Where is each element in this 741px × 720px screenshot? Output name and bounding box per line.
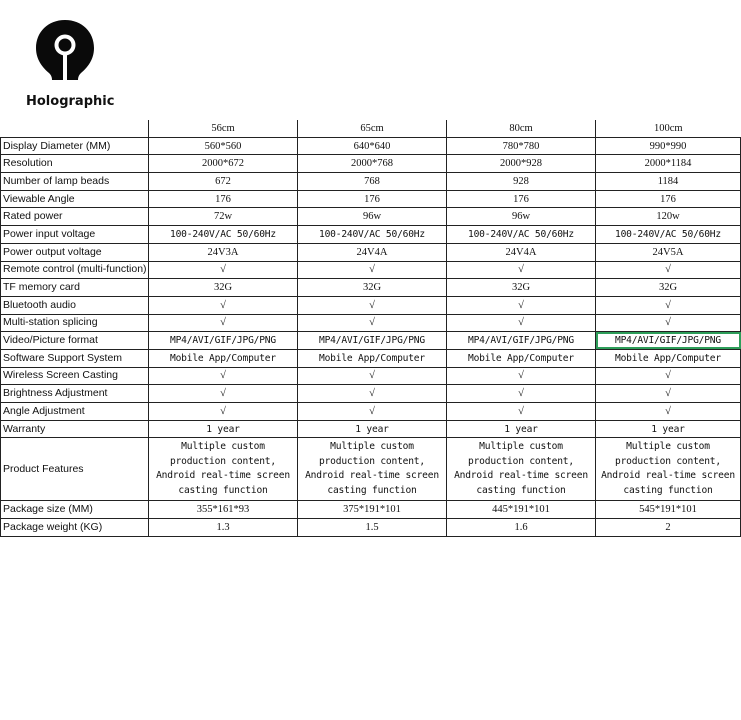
row-label: Wireless Screen Casting bbox=[1, 367, 149, 385]
row-value: 355*161*93 bbox=[149, 501, 298, 519]
row-value: 1.3 bbox=[149, 519, 298, 537]
row-value: √ bbox=[447, 296, 596, 314]
row-label: Video/Picture format bbox=[1, 332, 149, 350]
table-row bbox=[1, 420, 741, 438]
row-label: Package size (MM) bbox=[1, 501, 149, 519]
table-row bbox=[1, 349, 741, 367]
row-value: 2000*928 bbox=[447, 155, 596, 173]
row-value: 176 bbox=[447, 190, 596, 208]
row-value: 120w bbox=[596, 208, 741, 226]
row-value: √ bbox=[298, 314, 447, 332]
row-label: Resolution bbox=[1, 155, 149, 173]
row-value: Multiple custom production content, Android real-time screen casting function bbox=[149, 438, 298, 501]
table-row bbox=[1, 332, 741, 350]
table-row bbox=[1, 226, 741, 244]
row-value: √ bbox=[149, 385, 298, 403]
row-value: 2000*1184 bbox=[596, 155, 741, 173]
row-value: √ bbox=[149, 367, 298, 385]
row-value: 445*191*101 bbox=[447, 501, 596, 519]
row-value: 2 bbox=[596, 519, 741, 537]
row-value: √ bbox=[447, 403, 596, 421]
row-label: Power input voltage bbox=[1, 226, 149, 244]
row-value: √ bbox=[298, 261, 447, 279]
row-value: √ bbox=[596, 261, 741, 279]
table-row bbox=[1, 296, 741, 314]
table-row bbox=[1, 367, 741, 385]
row-value: 100-240V/AC 50/60Hz bbox=[447, 226, 596, 244]
row-value: 24V4A bbox=[298, 243, 447, 261]
row-value: 96w bbox=[447, 208, 596, 226]
row-value: 24V4A bbox=[447, 243, 596, 261]
row-value: √ bbox=[447, 385, 596, 403]
spec-table-body bbox=[1, 120, 741, 536]
row-value: Mobile App/Computer bbox=[596, 349, 741, 367]
brand-logo bbox=[26, 18, 116, 109]
row-value: √ bbox=[596, 367, 741, 385]
table-row bbox=[1, 261, 741, 279]
row-value: 100-240V/AC 50/60Hz bbox=[298, 226, 447, 244]
row-value: 72w bbox=[149, 208, 298, 226]
row-value: 176 bbox=[298, 190, 447, 208]
row-value: 780*780 bbox=[447, 137, 596, 155]
row-value: √ bbox=[447, 261, 596, 279]
row-value: MP4/AVI/GIF/JPG/PNG bbox=[596, 332, 741, 350]
table-row bbox=[1, 137, 741, 155]
column-header: 65cm bbox=[298, 120, 447, 137]
row-value: 560*560 bbox=[149, 137, 298, 155]
row-label: Rated power bbox=[1, 208, 149, 226]
row-value: 1 year bbox=[149, 420, 298, 438]
row-label: Product Features bbox=[1, 438, 149, 501]
row-value: 100-240V/AC 50/60Hz bbox=[149, 226, 298, 244]
header-row bbox=[1, 120, 741, 137]
row-value: 640*640 bbox=[298, 137, 447, 155]
row-value: 1 year bbox=[596, 420, 741, 438]
row-value: 928 bbox=[447, 173, 596, 191]
row-label: Viewable Angle bbox=[1, 190, 149, 208]
row-value: Multiple custom production content, Android real-time screen casting function bbox=[298, 438, 447, 501]
row-value: Mobile App/Computer bbox=[447, 349, 596, 367]
row-value: √ bbox=[298, 367, 447, 385]
row-value: 176 bbox=[149, 190, 298, 208]
row-value: 100-240V/AC 50/60Hz bbox=[596, 226, 741, 244]
row-value: √ bbox=[149, 403, 298, 421]
column-header: 80cm bbox=[447, 120, 596, 137]
row-label: Package weight (KG) bbox=[1, 519, 149, 537]
row-value: 2000*672 bbox=[149, 155, 298, 173]
row-label: Number of lamp beads bbox=[1, 173, 149, 191]
row-value: √ bbox=[596, 403, 741, 421]
row-value: 2000*768 bbox=[298, 155, 447, 173]
lightbulb-logo-icon bbox=[32, 18, 98, 84]
table-row bbox=[1, 173, 741, 191]
row-label: Remote control (multi-function) bbox=[1, 261, 149, 279]
row-value: √ bbox=[596, 314, 741, 332]
header-blank bbox=[1, 120, 149, 137]
row-value: √ bbox=[447, 367, 596, 385]
row-value: 1 year bbox=[298, 420, 447, 438]
row-value: √ bbox=[596, 385, 741, 403]
row-value: Multiple custom production content, Android real-time screen casting function bbox=[447, 438, 596, 501]
row-value: √ bbox=[298, 296, 447, 314]
row-value: √ bbox=[298, 403, 447, 421]
row-value: 1.5 bbox=[298, 519, 447, 537]
table-row bbox=[1, 501, 741, 519]
row-value: 24V3A bbox=[149, 243, 298, 261]
row-label: Power output voltage bbox=[1, 243, 149, 261]
row-value: √ bbox=[298, 385, 447, 403]
row-label: Software Support System bbox=[1, 349, 149, 367]
row-value: √ bbox=[596, 296, 741, 314]
row-value: 24V5A bbox=[596, 243, 741, 261]
row-value: MP4/AVI/GIF/JPG/PNG bbox=[149, 332, 298, 350]
column-header: 56cm bbox=[149, 120, 298, 137]
table-row bbox=[1, 314, 741, 332]
table-row bbox=[1, 385, 741, 403]
row-value: 990*990 bbox=[596, 137, 741, 155]
row-label: Display Diameter (MM) bbox=[1, 137, 149, 155]
row-value: 176 bbox=[596, 190, 741, 208]
table-row bbox=[1, 190, 741, 208]
row-value: √ bbox=[149, 296, 298, 314]
row-value: √ bbox=[149, 261, 298, 279]
table-row bbox=[1, 403, 741, 421]
table-row bbox=[1, 438, 741, 501]
row-value: 32G bbox=[149, 279, 298, 297]
row-value: Mobile App/Computer bbox=[298, 349, 447, 367]
row-label: Warranty bbox=[1, 420, 149, 438]
row-value: √ bbox=[447, 314, 596, 332]
row-value: 1 year bbox=[447, 420, 596, 438]
table-row bbox=[1, 243, 741, 261]
table-row bbox=[1, 155, 741, 173]
table-row bbox=[1, 519, 741, 537]
row-value: 1.6 bbox=[447, 519, 596, 537]
row-value: 768 bbox=[298, 173, 447, 191]
brand-name: Holographic bbox=[26, 94, 115, 109]
row-label: TF memory card bbox=[1, 279, 149, 297]
row-value: 32G bbox=[596, 279, 741, 297]
spec-table bbox=[0, 120, 741, 537]
row-value: MP4/AVI/GIF/JPG/PNG bbox=[298, 332, 447, 350]
table-row bbox=[1, 279, 741, 297]
row-label: Bluetooth audio bbox=[1, 296, 149, 314]
row-value: Mobile App/Computer bbox=[149, 349, 298, 367]
row-label: Brightness Adjustment bbox=[1, 385, 149, 403]
row-value: 375*191*101 bbox=[298, 501, 447, 519]
row-label: Multi-station splicing bbox=[1, 314, 149, 332]
row-value: Multiple custom production content, Android real-time screen casting function bbox=[596, 438, 741, 501]
row-value: MP4/AVI/GIF/JPG/PNG bbox=[447, 332, 596, 350]
row-value: 1184 bbox=[596, 173, 741, 191]
column-header: 100cm bbox=[596, 120, 741, 137]
row-value: 545*191*101 bbox=[596, 501, 741, 519]
row-value: 96w bbox=[298, 208, 447, 226]
row-value: 32G bbox=[298, 279, 447, 297]
row-value: 32G bbox=[447, 279, 596, 297]
table-row bbox=[1, 208, 741, 226]
row-label: Angle Adjustment bbox=[1, 403, 149, 421]
row-value: √ bbox=[149, 314, 298, 332]
row-value: 672 bbox=[149, 173, 298, 191]
